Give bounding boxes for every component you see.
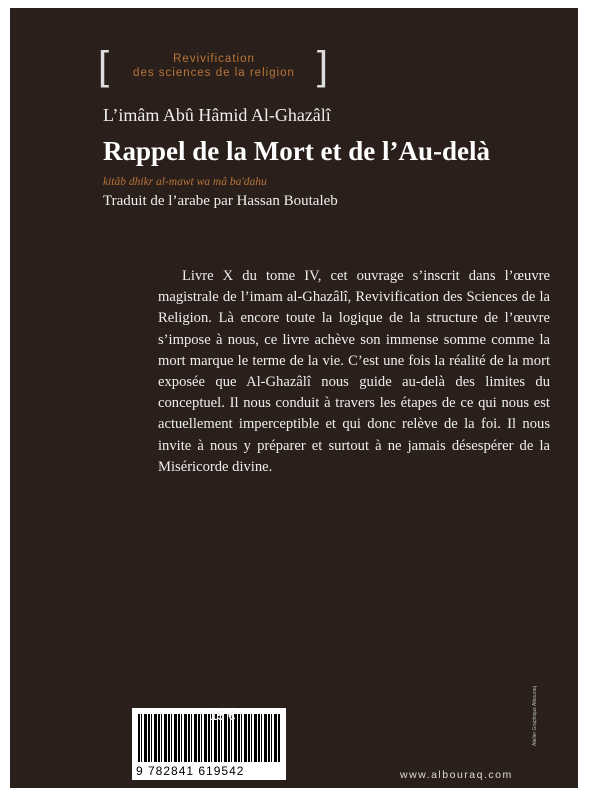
price: 15 € bbox=[210, 708, 236, 723]
website: www.albouraq.com bbox=[400, 769, 513, 781]
series-line-2: des sciences de la religion bbox=[133, 67, 295, 79]
book-title: Rappel de la Mort et de l’Au-delà bbox=[103, 136, 490, 166]
credit: Atelier Graphique Albouraq bbox=[532, 685, 538, 746]
translator: Traduit de l’arabe par Hassan Boutaleb bbox=[103, 193, 338, 209]
bracket-left: [ bbox=[98, 44, 110, 88]
series-label bbox=[98, 46, 328, 88]
barcode bbox=[132, 708, 286, 780]
isbn-number: 9 782841 619542 bbox=[136, 764, 245, 778]
series-line-1: Revivification bbox=[173, 53, 255, 65]
barcode-bars bbox=[138, 714, 280, 762]
bracket-right: ] bbox=[316, 44, 328, 88]
transliteration: kitâb dhikr al-mawt wa mâ ba'dahu bbox=[103, 176, 267, 188]
book-back-cover bbox=[10, 8, 578, 788]
summary-text: Livre X du tome IV, cet ouvrage s’inscrit dans l’œuvre magistrale de l’imam al-Ghazâlî, Revivification des Sciences de la Religion. Là encore toute la logique de la structure de l’œuvre s’impose à nous, ce livre achève son immense somme comme la mort marque le terme de la vie. C’est une fois la réalité de la mort exposée que Al-Ghazâlî nous guide au-delà des limites du conceptuel. Il nous conduit à travers les étapes de ce qui nous est actuellement imperceptible et qui donc relève de la foi. Il nous invite à nous y préparer et surtout à ne jamais désespérer de la Miséricorde divine. bbox=[158, 268, 550, 475]
author: L’imâm Abû Hâmid Al-Ghazâlî bbox=[103, 105, 331, 125]
